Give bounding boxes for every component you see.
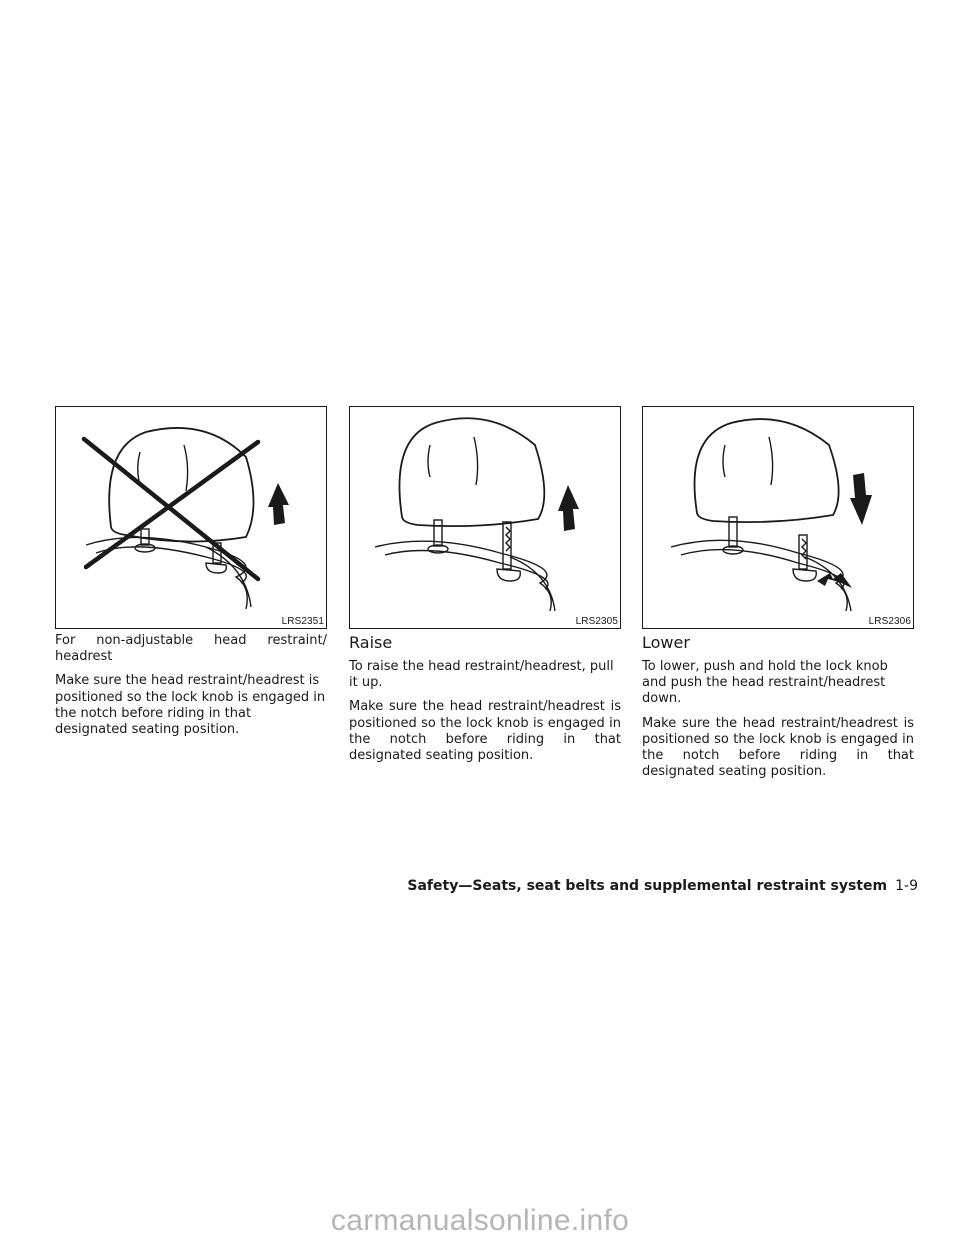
column-raise bbox=[349, 406, 621, 772]
paragraph: For non-adjustable head restraint/ headrest bbox=[55, 633, 327, 665]
paragraph: Make sure the head restraint/headrest is positioned so the lock knob is engaged in the notch before riding in that designated seating position. bbox=[349, 699, 621, 764]
column-text bbox=[349, 633, 621, 764]
paragraph: To raise the head restraint/headrest, pull it up. bbox=[349, 659, 614, 691]
figure-non-adjustable-headrest bbox=[55, 406, 327, 629]
page-number: 1-9 bbox=[895, 878, 918, 894]
paragraph: Make sure the head restraint/headrest is positioned so the lock knob is engaged in the notch before riding in that designated seating position. bbox=[642, 715, 914, 780]
column-text bbox=[55, 633, 327, 738]
column-non-adjustable bbox=[55, 406, 327, 746]
watermark: carmanualsonline.info bbox=[330, 1204, 630, 1237]
headrest-raise-illustration bbox=[350, 407, 620, 628]
figure-code: LRS2305 bbox=[575, 616, 618, 627]
paragraph: To lower, push and hold the lock knob and push the head restraint/headrest down. bbox=[642, 659, 888, 707]
section-heading-lower: Lower bbox=[642, 633, 690, 652]
figure-code: LRS2306 bbox=[868, 616, 911, 627]
figure-code: LRS2351 bbox=[281, 616, 324, 627]
headrest-lower-illustration bbox=[643, 407, 913, 628]
figure-lower-headrest bbox=[642, 406, 914, 629]
column-text bbox=[642, 633, 914, 780]
paragraph: Make sure the head restraint/headrest is positioned so the lock knob is engaged in the notch before riding in that designated seating position. bbox=[55, 673, 326, 738]
headrest-crossed-illustration bbox=[56, 407, 326, 628]
page-footer bbox=[407, 876, 918, 896]
section-heading-raise: Raise bbox=[349, 633, 393, 652]
figure-raise-headrest bbox=[349, 406, 621, 629]
column-lower bbox=[642, 406, 914, 788]
footer-section-title: Safety—Seats, seat belts and supplemental restraint system bbox=[407, 878, 888, 894]
